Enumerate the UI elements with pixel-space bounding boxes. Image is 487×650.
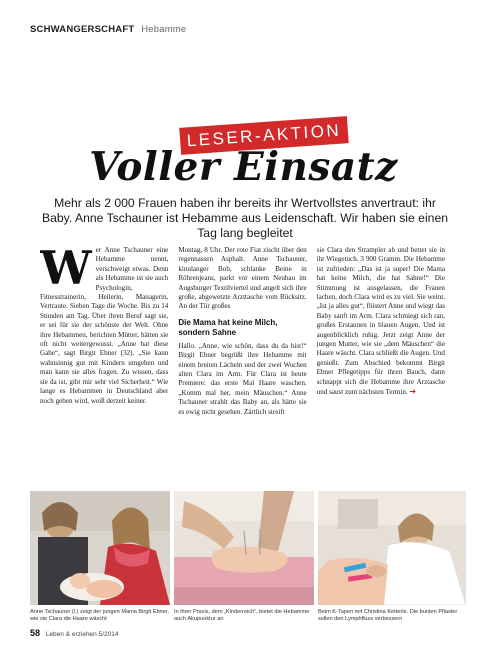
caption-photo-3: Beim K-Tapen mit Christina Ketterle. Die bunten Pflaster sollen den Lymphfluss verbessern — [318, 609, 458, 623]
column-3-text — [317, 246, 445, 398]
section-subtitle: Hebamme — [141, 24, 187, 35]
continue-arrow-icon: ➔ — [409, 387, 417, 397]
section-title: SCHWANGERSCHAFT — [30, 24, 135, 35]
caption-photo-2: In ihrer Praxis, dem „Kinderreich“, bietet die Hebamme auch Akupunktur an — [174, 609, 310, 623]
banner-label: LESER-AKTION — [186, 120, 342, 150]
article-subhead: Die Mama hat keine Milch, sondern Sahne — [178, 317, 278, 337]
photo-hair-wash — [30, 491, 170, 605]
column-1-text: er Anne Tschauner eine Hebamme nennt, verschweigt etwas. Denn als Hebamme ist sie auch Psychologin, Fitnesstrainerin, Heilerin, Managerin, Vertraute. Sieben Tage die Woche. Bis zu 14 Stunden am Tag. Über ihren Beruf sagt sie, er sei für sie der schönste der Welt. Ohne ihre Hebammen, berichten Mütter, hätten sie oft nicht weitergewusst. „Anne hat diese Gabe“, sagt Birgit Ebner (32). „Sie kann wahnsinnig gut mit Kindern umgehen und man kann sie alles fragen. Zu wissen, dass sie da ist, gibt mir sehr viel Sicherheit.“ Wie lange es Hebammen in Deutschland aber noch geben wird, weiß derzeit keiner. — [40, 246, 169, 405]
article-column-3 — [317, 246, 445, 466]
article-body — [40, 246, 445, 466]
column-3-body: sie Clara den Strampler ab und bettet sie in ihr Wiegetuch. 3 900 Gramm. Die Hebamme ist zufrieden: „Das ist ja super! Die Mama hat keine Milch, die hat Sahne!“ Die Stimmung ist ausgelassen, die Frauen lachen, doch Clara wird es zu viel. Sie weint. „Ist ja alles gut“, flüstert Anne und wiegt das Baby sanft im Arm. Clara schmiegt sich ran, großes Erstaunen in blauen Augen. Und ist augenblicklich ruhig. Jetzt zeigt Anne der jungen Mutter, wie sie „dem Mäuschen“ die Haare wäscht. Clara schließt die Augen. Und genießt. Zum Abschied bekommt Birgit Ebner Pflegetipps für ihren Bauch, dann schnappt sich die Hebamme ihre Arztasche und saust zum nächsten Termin. — [316, 246, 445, 397]
column-2-text-bottom: Hallo. „Anne, wie schön, dass du da bist!“ Birgit Ebner begrüßt ihre Hebamme mit einem breiten Lächeln und der zwei Wochen alten Clara im Arm. Für Clara ist heute Premiere: das erste Mal Haare waschen. „Komm mal her, mein Mäuschen.“ Anne Tschauner strahlt das Baby an, als hätte sie es ewig nicht gesehen. Zärtlich streift — [178, 341, 307, 416]
article-column-2 — [178, 246, 306, 466]
photo-acupuncture — [174, 491, 314, 605]
section-header — [30, 24, 186, 35]
photo-k-taping — [318, 491, 466, 605]
article-column-1 — [40, 246, 168, 466]
caption-photo-1: Anne Tschauner (l.) zeigt der jungen Mama Birgit Ebner, wie sie Clara die Haare wäscht — [30, 609, 169, 623]
dropcap: W — [40, 246, 92, 295]
deck-text: Mehr als 2 000 Frauen haben ihr bereits ihr Wertvollstes anvertraut: ihr Baby. Anne Tschauner ist Hebamme aus Leidenschaft. Wir haben sie einen Tag lang begleitet — [41, 196, 449, 240]
magazine-issue: Leben & erziehen 5/2014 — [45, 631, 119, 638]
column-2-text-top: Montag, 8 Uhr. Der rote Fiat zischt über den regennassen Asphalt. Anne Tschauner, kinnlanger Bob, schlanke Beine in Röhrenjeans, parkt vor einem Neubau im Augsburger Textilviertel und angelt sich ihre große, abgewetzte Arzttasche vom Rücksitz. An der Tür großes — [178, 246, 307, 311]
page-footer — [30, 628, 118, 638]
page-number: 58 — [30, 628, 41, 638]
headline: Voller Einsatz — [89, 144, 398, 190]
